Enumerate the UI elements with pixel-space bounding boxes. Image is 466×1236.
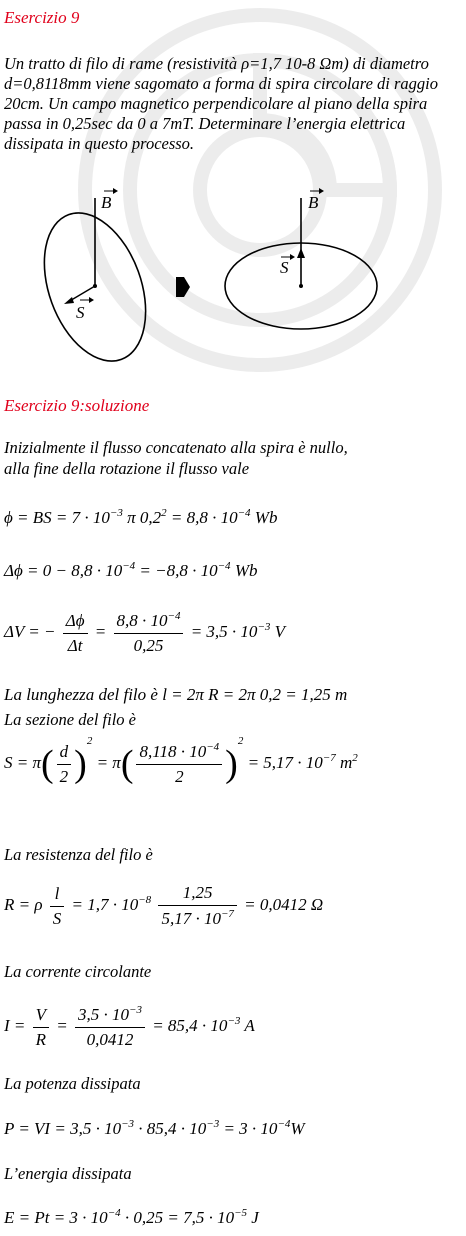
resistance-text: La resistenza del filo è (4, 845, 153, 864)
equation-power: P = VI = $3,5 \cdot 10^{-3} \cdot 85,4 \cdot 10^{-3} = 3 \cdot 10^{-4}W$ (4, 1118, 305, 1138)
equation-energy: $E = Pt = 3 \cdot 10^{-4} \cdot 0,25 = 7,5 \cdot 10^{-5}$ J (4, 1207, 259, 1227)
label-s-left: S (76, 303, 85, 322)
label-b-left: B (101, 193, 112, 212)
intro-line-1: Inizialmente il flusso concatenato alla spira è nullo, (4, 438, 348, 457)
power-text: La potenza dissipata (4, 1074, 141, 1093)
equation-section: S = π( $\frac{d}{2}$ )$^2$ = π( $\frac{8,118 \cdot 10^{-4}}{2}$ )$^2 = 5,17 \cdot 10^{-7}$ $m^2$ (4, 735, 358, 787)
solution-title: Esercizio 9:soluzione (4, 396, 150, 415)
label-s-right: S (280, 258, 289, 277)
equation-flux: ϕ = BS = $7 \cdot 10^{-3}$ π $0,2^2 = 8,8 \cdot 10^{-4}$ Wb (4, 507, 278, 527)
length-text: La lunghezza del filo è l = 2π R = 2π 0,2 = 1,25 m (4, 685, 348, 704)
current-text: La corrente circolante (4, 962, 152, 981)
equation-current: I = $\frac{V}{R}$ = $\frac{3,5 \cdot 10^{-3}}{0,0412}$ = $85,4 \cdot 10^{-3}$ A (4, 1004, 255, 1049)
spira-figure (0, 180, 466, 380)
problem-text: Un tratto di filo di rame (resistività ρ=1,7 10-8 Ωm) di diametro d=0,8118mm viene sagomato a forma di spira circolare di raggio 20cm. Un campo magnetico perpendicolare al piano della spira passa in 0,25sec da 0 a 7mT. Determinare l’energia elettrica dissipata in questo processo. (4, 54, 438, 153)
transition-arrow-icon (176, 277, 190, 297)
label-b-right: B (308, 193, 319, 212)
equation-delta-flux: $\Delta\phi = 0 - 8,8 \cdot 10^{-4} = -8,8 \cdot 10^{-4}$ Wb (4, 560, 258, 580)
intro-line-2: alla fine della rotazione il flusso vale (4, 459, 250, 478)
equation-delta-v: ΔV = − $\frac{\Delta\phi}{\Delta t}$ = $\frac{8,8 \cdot 10^{-4}}{0,25}$ = $3,5 \cdot 10^{-3}$ V (4, 610, 286, 655)
section-text: La sezione del filo è (4, 710, 136, 729)
energy-text: L’energia dissipata (4, 1164, 132, 1183)
exercise-title: Esercizio 9 (4, 8, 80, 27)
equation-resistance: R = ρ $\frac{l}{S}$ = $1,7 \cdot 10^{-8}$ $\frac{1,25}{5,17 \cdot 10^{-7}}$ = 0,0412 Ω (4, 883, 324, 928)
